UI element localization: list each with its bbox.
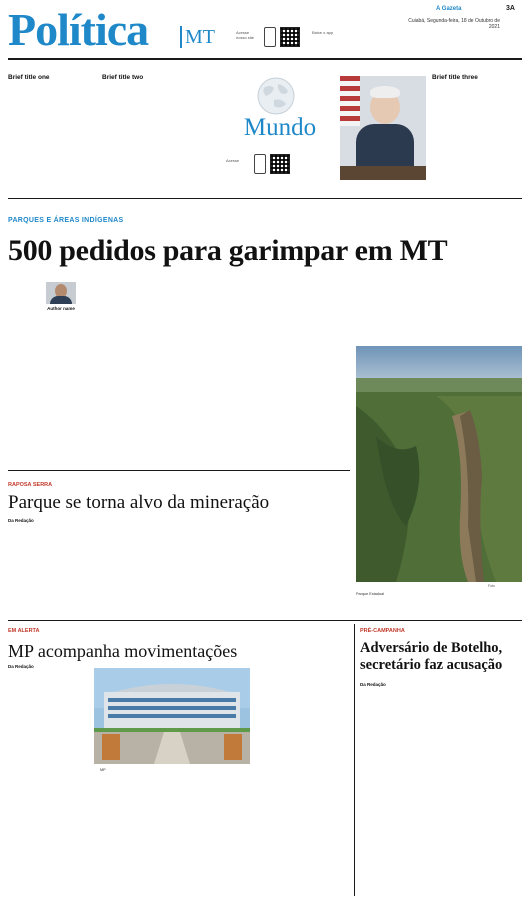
lead-bottom-rule bbox=[8, 470, 350, 471]
promo-text: Acesse nosso site bbox=[236, 30, 255, 40]
story-divider-vertical bbox=[354, 624, 355, 896]
story3-column-3 bbox=[176, 780, 252, 896]
story2-column-1 bbox=[8, 526, 84, 606]
mp-building-photo bbox=[94, 668, 250, 764]
story3-byline: Da Redação bbox=[8, 664, 34, 669]
story4-column-1 bbox=[360, 692, 438, 896]
page-number: 3A bbox=[506, 5, 515, 12]
mundo-promo-text: Acesse bbox=[226, 158, 240, 163]
brand-logo bbox=[436, 6, 461, 12]
mundo-promo bbox=[224, 74, 334, 180]
phone-icon bbox=[254, 154, 266, 174]
photo-caption: Parque Estadual bbox=[356, 592, 385, 596]
story4-headline: Adversário de Botelho, secretário faz acusação bbox=[360, 640, 503, 673]
lead-column-1 bbox=[8, 318, 120, 458]
story2-column-2 bbox=[92, 518, 172, 606]
author-name: Author name bbox=[47, 306, 75, 311]
lead-kicker: PARQUES E ÁREAS INDÍGENAS bbox=[8, 217, 124, 224]
author-body bbox=[50, 296, 72, 304]
flag-stripes bbox=[340, 76, 360, 126]
brief-text bbox=[432, 86, 524, 192]
photo-credit: Foto bbox=[488, 584, 496, 588]
page-date: Cuiabá, Segunda-feira, 18 de Outubro de 2021 bbox=[408, 18, 500, 30]
promo-text-app: Baixe o app bbox=[312, 30, 334, 35]
story4-column-2 bbox=[444, 692, 524, 896]
story2-column-3 bbox=[180, 518, 260, 606]
portrait-suit bbox=[356, 124, 414, 170]
desk bbox=[340, 166, 426, 180]
story2-bottom-rule bbox=[8, 620, 522, 621]
brief-title: Brief title one bbox=[8, 74, 50, 81]
lead-column-2 bbox=[124, 286, 236, 458]
canyon-photo-art bbox=[356, 346, 522, 582]
qr-code-icon bbox=[280, 27, 300, 47]
briefs-bottom-rule bbox=[8, 198, 522, 199]
brief-title: Brief title three bbox=[432, 74, 478, 81]
story3-headline: MP acompanha movimentações bbox=[8, 641, 238, 661]
lead-column-4 bbox=[356, 286, 436, 344]
world-news-photo bbox=[340, 76, 426, 180]
author-photo bbox=[46, 282, 76, 304]
story3-column-4 bbox=[258, 668, 348, 896]
brief-column-3 bbox=[432, 74, 524, 192]
mp-building-art bbox=[94, 668, 250, 764]
lead-column-5 bbox=[440, 286, 522, 344]
section-title: Política bbox=[8, 4, 149, 55]
brief-text bbox=[8, 86, 94, 192]
story4-byline: Da Redação bbox=[360, 682, 386, 687]
section-subtitle: MT bbox=[180, 26, 215, 48]
portrait-hair bbox=[370, 86, 400, 98]
mp-photo-caption: MP bbox=[100, 768, 106, 772]
phone-icon bbox=[264, 27, 276, 47]
story4-kicker: PRÉ-CAMPANHA bbox=[360, 628, 405, 634]
lead-headline: 500 pedidos para garimpar em MT bbox=[8, 234, 448, 267]
story3-column-2 bbox=[94, 780, 170, 896]
story3-column-1 bbox=[8, 672, 88, 896]
brief-column-2 bbox=[102, 74, 220, 192]
brief-column-1 bbox=[8, 74, 94, 192]
story2-column-4 bbox=[268, 518, 350, 606]
promo-block-site bbox=[236, 26, 296, 48]
story2-headline: Parque se torna alvo da mineração bbox=[8, 492, 270, 513]
brand-name: A Gazeta bbox=[436, 6, 462, 12]
brief-text bbox=[102, 86, 220, 192]
globe-icon bbox=[252, 74, 300, 118]
brief-title: Brief title two bbox=[102, 74, 144, 81]
canyon-photo bbox=[356, 346, 522, 582]
story2-byline: Da Redação bbox=[8, 518, 34, 523]
mundo-label: Mundo bbox=[243, 114, 317, 141]
qr-code-icon bbox=[270, 154, 290, 174]
story2-kicker: RAPOSA SERRA bbox=[8, 482, 53, 488]
lead-column-3 bbox=[240, 286, 350, 458]
header-rule bbox=[8, 58, 522, 60]
story3-kicker: EM ALERTA bbox=[8, 628, 40, 634]
